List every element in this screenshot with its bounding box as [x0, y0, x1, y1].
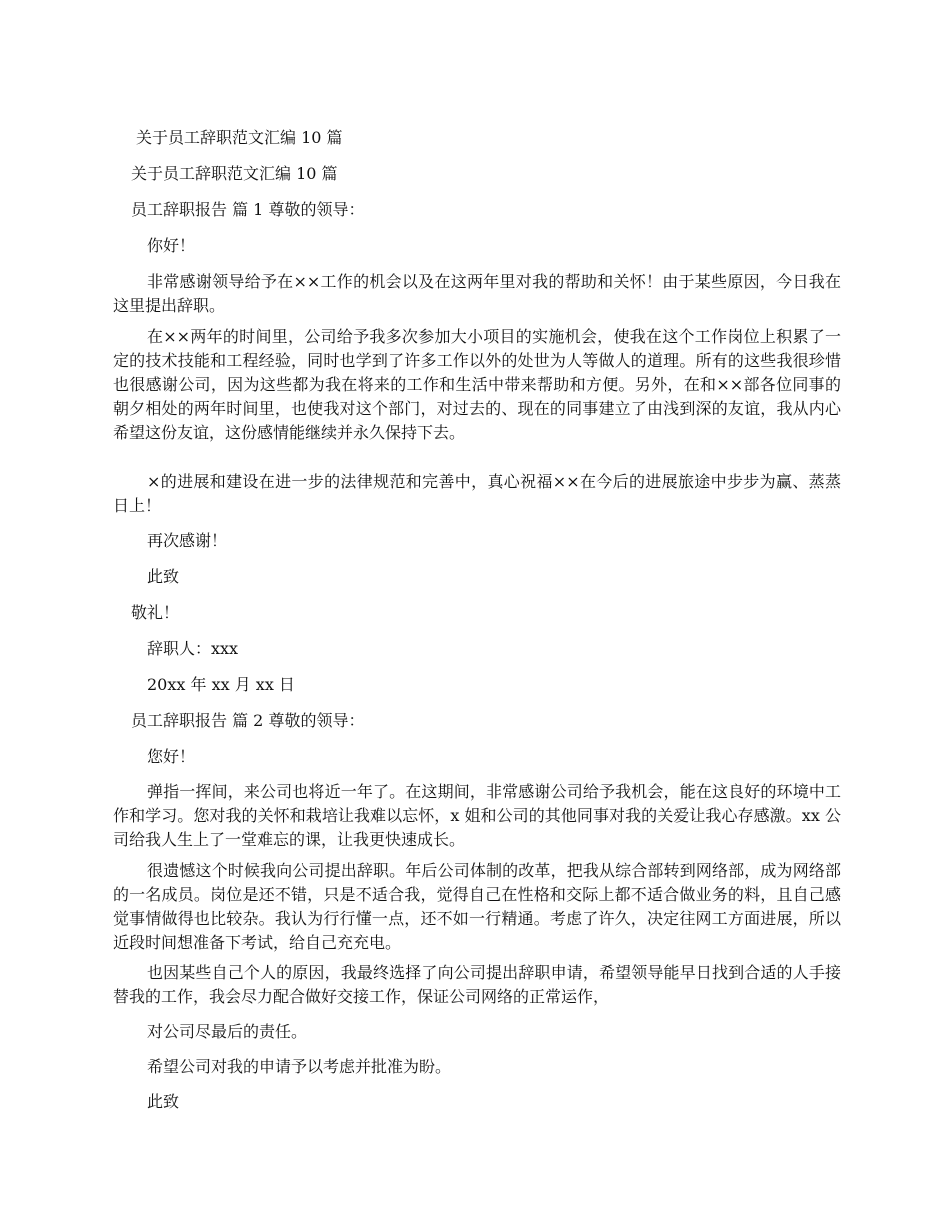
report-2-greeting: 您好！	[147, 747, 196, 766]
report-2-paragraph-4: 对公司尽最后的责任。	[147, 1022, 308, 1041]
report-2-paragraph-2: 很遗憾这个时候我向公司提出辞职。年后公司体制的改革，把我从综合部转到网络部，成为网络部的一名成员。岗位是还不错，只是不适合我，觉得自己在性格和交际上都不适合做业务的料，且自己感觉事情做得也比较杂。我认为行行懂一点，还不如一行精通。考虑了许久，决定往网工方面进展，所以近段时间想准备下考试，给自己充充电。	[113, 861, 841, 952]
report-2-paragraph-3: 也因某些自己个人的原因，我最终选择了向公司提出辞职申请，希望领导能早日找到合适的人手接替我的工作，我会尽力配合做好交接工作，保证公司网络的正常运作，	[113, 963, 841, 1006]
report-1-paragraph-1: 非常感谢领导给予在××工作的机会以及在这两年里对我的帮助和关怀！由于某些原因，今日我在这里提出辞职。	[113, 272, 841, 315]
report-2-closing: 此致	[147, 1092, 180, 1111]
report-1-paragraph-2: 在××两年的时间里，公司给予我多次参加大小项目的实施机会，使我在这个工作岗位上积累了一定的技术技能和工程经验，同时也学到了许多工作以外的处世为人等做人的道理。所有的这些我很珍惜也很感谢公司，因为这些都为我在将来的工作和生活中带来帮助和方便。另外，在和××部各位同事的朝夕相处的两年时间里，也使我对这个部门，对过去的、现在的同事建立了由浅到深的友谊，我从内心希望这份友谊，这份感情能继续并永久保持下去。	[113, 327, 841, 442]
report-2-paragraph-1: 弹指一挥间，来公司也将近一年了。在这期间，非常感谢公司给予我机会，能在这良好的环境中工作和学习。您对我的关怀和栽培让我难以忘怀，x 姐和公司的其他同事对我的关爱让我心存感激。xx 公司给我人生上了一堂难忘的课，让我更快速成长。	[113, 782, 841, 849]
report-1-heading: 员工辞职报告 篇 1 尊敬的领导：	[131, 200, 365, 219]
report-1-closing: 此致	[147, 567, 180, 586]
report-1-date: 20xx 年 xx 月 xx 日	[147, 675, 295, 694]
report-1-salute: 敬礼！	[131, 603, 180, 622]
report-2-heading: 员工辞职报告 篇 2 尊敬的领导：	[131, 711, 365, 730]
document-subtitle: 关于员工辞职范文汇编 10 篇	[131, 164, 338, 183]
report-2-paragraph-5: 希望公司对我的申请予以考虑并批准为盼。	[147, 1057, 452, 1076]
report-1-greeting: 你好！	[147, 236, 196, 255]
report-1-paragraph-3: ×的进展和建设在进一步的法律规范和完善中，真心祝福××在今后的进展旅途中步步为赢、蒸蒸日上！	[113, 472, 841, 515]
report-1-signer: 辞职人：xxx	[147, 639, 239, 658]
report-1-thanks: 再次感谢！	[147, 531, 228, 550]
document-title: 关于员工辞职范文汇编 10 篇	[136, 128, 343, 147]
